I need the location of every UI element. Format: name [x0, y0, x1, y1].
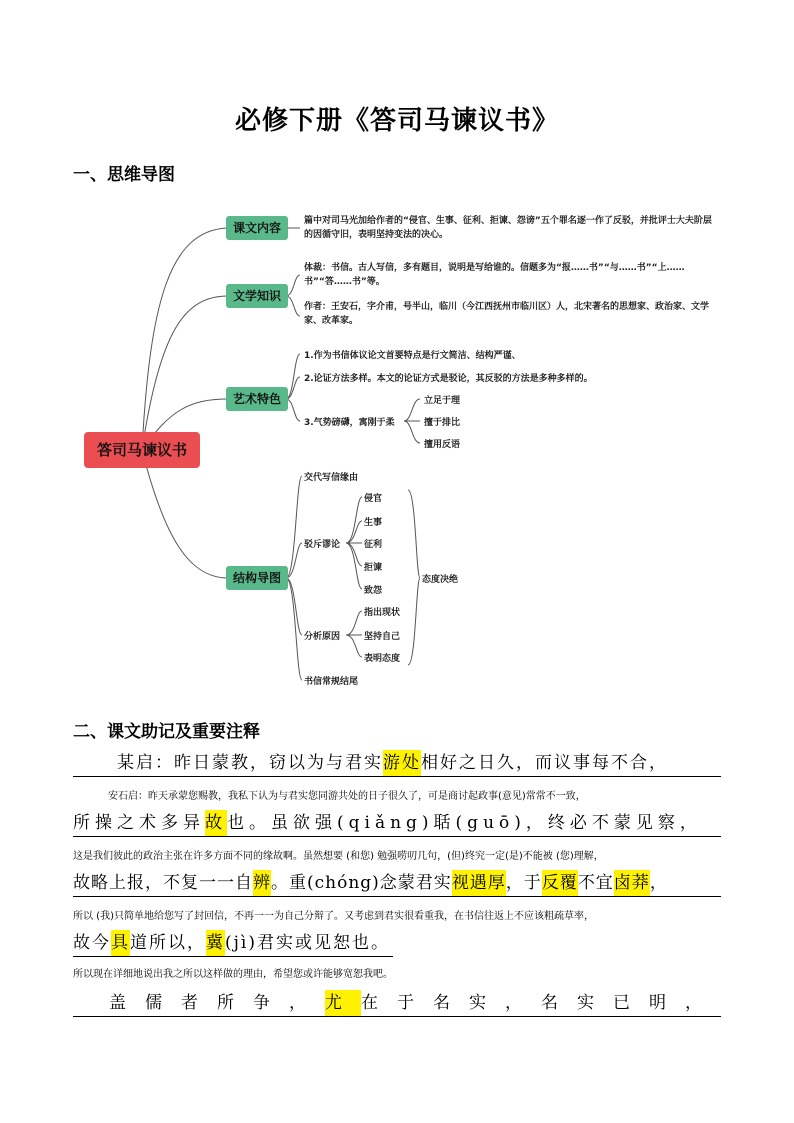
art-sub-item: 立足于理 [424, 396, 461, 406]
translation-line-1: 安石启：昨天承蒙您赐教，我私下认为与君实您同游共处的日子很久了，可是商讨起政事(意见)常常不一致， [108, 791, 586, 802]
refute-item: 征利 [364, 540, 383, 550]
analyze-item: 指出现状 [364, 608, 401, 618]
refute-item: 生事 [364, 518, 383, 528]
page-title: 必修下册《答司马谏议书》 [234, 106, 559, 136]
original-line-5: 盖儒者所争，尤在于名实，名实已明， [73, 990, 721, 1017]
translation-line-2: 这是我们彼此的政治主张在许多方面不同的缘故啊。虽然想要 (和您) 勉强唠叨几句，(但)终究一定(是)不能被 (您)理解， [73, 851, 604, 862]
refute-item: 侵官 [364, 494, 383, 504]
translation-line-4: 所以现在详细地说出我之所以这样做的理由，希望您或许能够宽恕我吧。 [73, 969, 393, 980]
section-heading-text: 二、课文助记及重要注释 [73, 722, 260, 742]
structure-end: 书信常规结尾 [304, 677, 359, 687]
art-sub-item: 擅用反语 [424, 440, 461, 450]
section-heading-mindmap: 一、思维导图 [73, 165, 175, 185]
analyze-item: 坚持自己 [364, 632, 401, 642]
branch-art: 艺术特色 [226, 387, 288, 411]
art-sub-item: 擅于排比 [424, 418, 461, 428]
analyze-item: 表明态度 [364, 654, 401, 664]
content-text: 篇中对司马光加给作者的“侵官、生事、征利、拒谏、怨谤”五个罪名逐一作了反驳，并批评士大夫阶层的因循守旧，表明坚持变法的决心。 [304, 216, 712, 240]
art-point-2: 2.论证方法多样。本文的论证方式是驳论，其反驳的方法是多种多样的。 [304, 374, 593, 384]
original-line-1: 某启：昨日蒙教，窃以为与君实游处相好之日久，而议事每不合， [73, 750, 721, 777]
branch-content: 课文内容 [226, 216, 288, 240]
original-line-2: 所操之术多异故也。虽欲强(qiǎng)聒(guō)，终必不蒙见察， [73, 810, 721, 837]
art-point-1: 1.作为书信体议论文首要特点是行文简洁、结构严谨、 [304, 351, 521, 361]
original-line-4: 故今具道所以，冀(jì)君实或见恕也。 [73, 930, 393, 957]
original-line-3: 故略上报，不复一一自辨。重(chóng)念蒙君实视遇厚，于反覆不宜卤莽， [73, 870, 721, 897]
structure-attitude: 态度决绝 [422, 575, 459, 585]
branch-literature: 文学知识 [226, 284, 288, 308]
branch-structure: 结构导图 [226, 566, 288, 590]
art-point-3: 3.气势磅礴，寓刚于柔 [304, 418, 395, 428]
refute-item: 致怨 [364, 586, 383, 596]
literature-author-text: 作者：王安石，字介甫，号半山，临川（今江西抚州市临川区）人，北宋著名的思想家、政治家、文学家、改革家。 [304, 302, 710, 326]
refute-item: 拒谏 [364, 563, 383, 573]
structure-refute: 驳斥谬论 [304, 540, 341, 550]
structure-intro: 交代写信缘由 [304, 473, 359, 483]
structure-analyze: 分析原因 [304, 632, 341, 642]
translation-line-3: 所以 (我)只简单地给您写了封回信，不再一一为自己分辩了。又考虑到君实很看重我，在书信往返上不应该粗疏草率， [73, 911, 594, 922]
literature-genre-text: 体裁：书信。古人写信，多有题目，说明是写给谁的。信题多为“报……书”“与……书”“上……书”“答……书”等。 [304, 263, 685, 287]
mindmap-root: 答司马谏议书 [84, 432, 200, 468]
